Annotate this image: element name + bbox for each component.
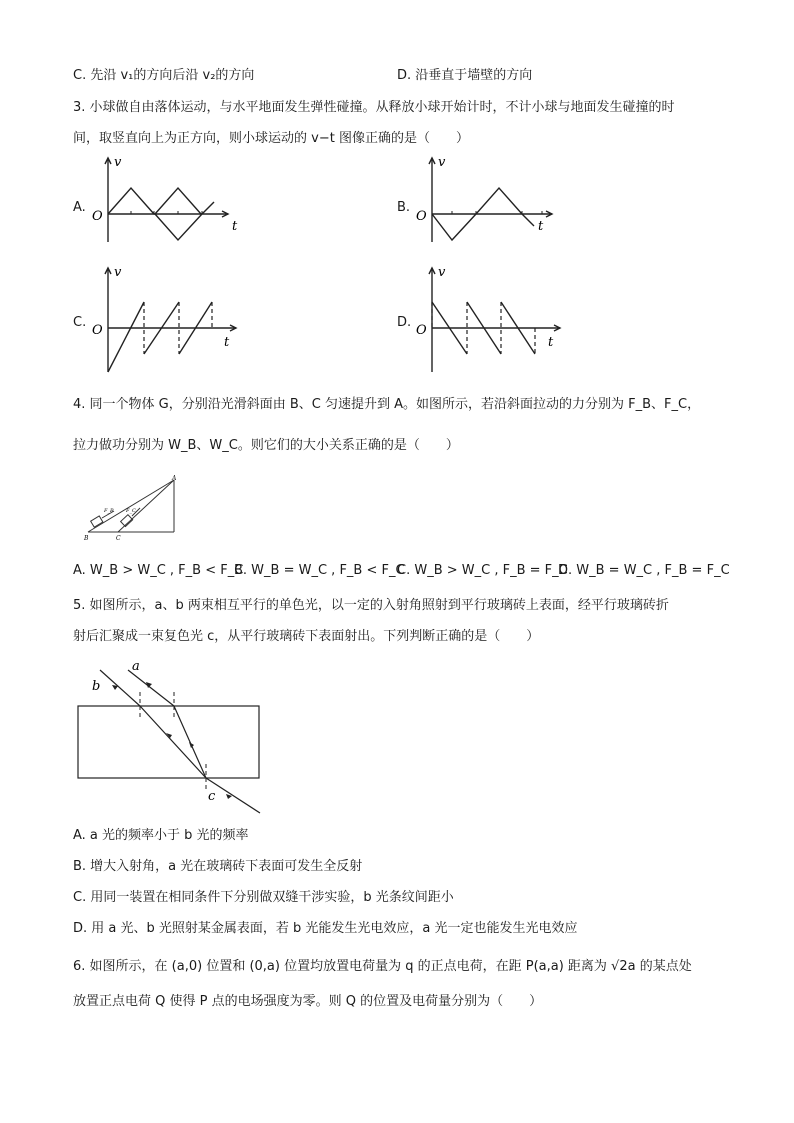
q2-option-d: D. 沿垂直于墙壁的方向: [397, 68, 533, 83]
q4-label-fb: F_B: [104, 508, 114, 514]
q4-option-b: B. W_B = W_C , F_B < F_C: [234, 563, 405, 578]
q4-label-c: C: [116, 535, 121, 542]
q3-graph-a-peak2: [155, 188, 201, 214]
q3-graph-c: [88, 262, 248, 377]
q3-graph-a-t-label: t: [232, 219, 238, 234]
q5-stem-line1: 5. 如图所示，a、b 两束相互平行的单色光，以一定的入射角照射到平行玻璃砖上表面，经平行玻璃砖折: [73, 598, 669, 613]
q3-graph-a-v-label: v: [114, 155, 122, 170]
q3-graph-d: [412, 262, 572, 377]
q4-incline-figure: [82, 474, 192, 546]
q3-graph-b-v-label: v: [438, 155, 446, 170]
q3-graph-d-v-label: v: [438, 265, 446, 280]
q5-stem-line2: 射后汇聚成一束复色光 c，从平行玻璃砖下表面射出。下列判断正确的是（ ）: [73, 629, 540, 644]
q3-stem-line2: 间，取竖直向上为正方向，则小球运动的 v−t 图像正确的是（ ）: [73, 131, 469, 146]
q3-graph-d-t-label: t: [548, 335, 554, 350]
q4-label-fc: F_C: [126, 508, 136, 514]
q3-option-a-label: A.: [73, 200, 86, 215]
q3-graph-c-t-label: t: [224, 335, 230, 350]
q4-option-a: A. W_B > W_C , F_B < F_C: [73, 563, 244, 578]
q3-graph-d-origin: O: [416, 323, 427, 338]
q2-option-c: C. 先沿 v₁的方向后沿 v₂的方向: [73, 68, 255, 83]
q6-stem-line1: 6. 如图所示，在 (a,0) 位置和 (0,a) 位置均放置电荷量为 q 的正点电荷，在距 P(a,a) 距离为 √2a 的某点处: [73, 959, 692, 974]
q3-graph-b-origin: O: [416, 209, 427, 224]
q5-option-b: B. 增大入射角，a 光在玻璃砖下表面可发生全反射: [73, 859, 363, 874]
q3-graph-a-origin: O: [92, 209, 103, 224]
q3-graph-b: [412, 152, 562, 247]
q4-label-a: A: [172, 475, 177, 482]
q4-label-b: B: [84, 535, 89, 542]
q3-option-c-label: C.: [73, 315, 87, 330]
q3-graph-c-v-label: v: [114, 265, 122, 280]
q3-graph-a: [88, 152, 238, 247]
q3-option-b-label: B.: [397, 200, 411, 215]
q3-graph-b-t-label: t: [538, 219, 544, 234]
q3-option-d-label: D.: [397, 315, 412, 330]
q6-stem-line2: 放置正点电荷 Q 使得 P 点的电场强度为零。则 Q 的位置及电荷量分别为（ ）: [73, 994, 543, 1009]
q4-option-d: D. W_B = W_C , F_B = F_C: [558, 563, 730, 578]
q5-option-a: A. a 光的频率小于 b 光的频率: [73, 828, 249, 843]
q5-label-c: c: [208, 789, 216, 804]
q5-option-d: D. 用 a 光、b 光照射某金属表面，若 b 光能发生光电效应，a 光一定也能发生光电效应: [73, 921, 578, 936]
q3-graph-c-origin: O: [92, 323, 103, 338]
q3-stem-line1: 3. 小球做自由落体运动，与水平地面发生弹性碰撞。从释放小球开始计时，不计小球与地面发生碰撞的时: [73, 100, 675, 115]
q5-label-a: a: [132, 659, 140, 674]
q5-glass-figure: [74, 656, 274, 816]
q5-label-b: b: [92, 679, 101, 694]
q4-option-c: C. W_B > W_C , F_B = F_C: [397, 563, 568, 578]
q4-stem-line1: 4. 同一个物体 G，分别沿光滑斜面由 B、C 匀速提升到 A。如图所示，若沿斜面拉动的力分别为 F_B、F_C，: [73, 397, 701, 412]
q5-option-c: C. 用同一装置在相同条件下分别做双缝干涉实验，b 光条纹间距小: [73, 890, 454, 905]
q4-stem-line2: 拉力做功分别为 W_B、W_C。则它们的大小关系正确的是（ ）: [73, 438, 459, 453]
